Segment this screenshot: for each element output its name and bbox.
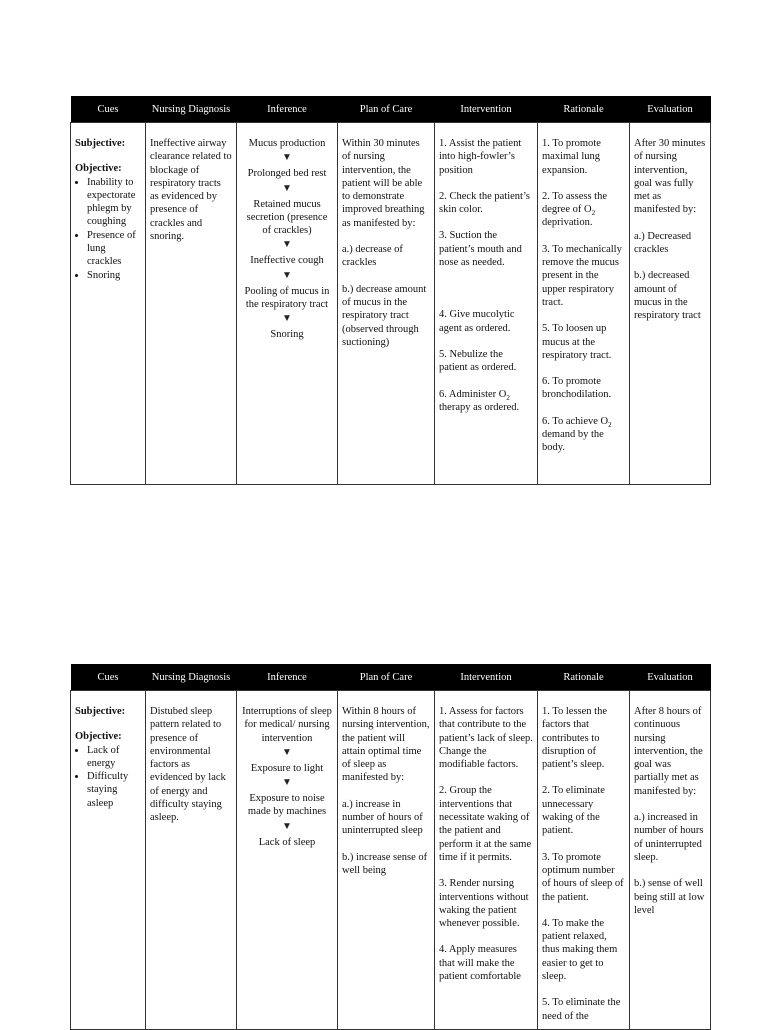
rationale-text: 2. To assess the degree of O (542, 190, 607, 216)
intervention-cell (435, 123, 538, 485)
arrow-down-icon: ▼ (282, 182, 292, 194)
inference-step: Lack of sleep (258, 836, 316, 848)
care-plan-table-airway (70, 96, 711, 485)
rationale-item: 5. To loosen up mucus at the respiratory tract. (542, 323, 612, 361)
plan-goal: Within 8 hours of nursing intervention, the patient will attain optimal time of sleep as manifested by: (342, 706, 430, 784)
arrow-down-icon: ▼ (282, 777, 292, 789)
intervention-item: 4. Apply measures that will make the patient comfortable (439, 944, 521, 983)
subscript-2: 2 (506, 393, 510, 402)
spacer (439, 282, 533, 308)
col-header-plan-of-care: Plan of Care (338, 96, 435, 123)
inference-step: Snoring (270, 329, 304, 341)
rationale-item: 2. To eliminate unnecessary waking of the patient. (542, 785, 605, 837)
plan-outcome: a.) increase in number of hours of uninterrupted sleep (342, 798, 423, 837)
intervention-item (439, 388, 533, 415)
col-header-evaluation: Evaluation (630, 96, 711, 123)
inference-step: Exposure to noise made by machines (247, 793, 327, 818)
objective-label: Objective: (75, 731, 122, 743)
table-row (71, 123, 711, 485)
intervention-item: 1. Assess for factors that contribute to the patient’s lack of sleep. Change the modifiable factors. (439, 706, 533, 771)
rationale-text: 6. To achieve O (542, 415, 609, 427)
plan-outcome: b.) decrease amount of mucus in the respiratory tract (observed through suctioning) (342, 283, 427, 348)
rationale-item: 4. To make the patient relaxed, thus making them easier to get to sleep. (542, 917, 618, 983)
col-header-rationale: Rationale (538, 96, 630, 123)
rationale-item: 1. To promote maximal lung expansion. (542, 138, 601, 176)
intervention-item: 2. Group the interventions that necessitate waking of the patient and perform it at the same time if it permits. (439, 785, 532, 863)
rationale-item: 5. To eliminate the need of the (542, 997, 621, 1022)
nursing-diagnosis-cell (146, 123, 237, 485)
intervention-item: 3. Render nursing interventions without waking the patient whenever possible. (439, 878, 529, 930)
col-header-evaluation: Evaluation (630, 664, 711, 691)
list-item: • Inability to expectorate phlegm by coughing (87, 176, 141, 229)
evaluation-cell (630, 691, 711, 1030)
list-item: • Snoring (87, 269, 141, 282)
col-header-cues: Cues (71, 96, 146, 123)
inference-step: Retained mucus secretion (presence of crackles) (246, 198, 328, 237)
col-header-intervention: Intervention (435, 96, 538, 123)
plan-of-care-cell (338, 691, 435, 1030)
inference-step: Exposure to light (250, 762, 324, 774)
intervention-item: 2. Check the patient’s skin color. (439, 190, 530, 216)
table-row (71, 691, 711, 1030)
evaluation-item: a.) Decreased crackles (634, 230, 692, 256)
arrow-down-icon: ▼ (282, 820, 292, 832)
col-header-rationale: Rationale (538, 664, 630, 691)
col-header-cues: Cues (71, 664, 146, 691)
col-header-intervention: Intervention (435, 664, 538, 691)
intervention-text: therapy as ordered. (439, 401, 520, 413)
cues-cell (71, 123, 146, 485)
list-item: • Difficulty staying asleep (87, 770, 141, 810)
diagnosis-text: Ineffective airway clearance related to blockage of respiratory tracts as evidenced by presence of crackles and snoring. (150, 138, 232, 243)
rationale-item: 1. To lessen the factors that contributes to disruption of patient’s sleep. (542, 706, 607, 771)
intervention-item: 3. Suction the patient’s mouth and nose as needed. (439, 230, 522, 269)
inference-cell (237, 691, 338, 1030)
col-header-nursing-diagnosis: Nursing Diagnosis (146, 96, 237, 123)
arrow-down-icon: ▼ (282, 313, 292, 325)
rationale-item (542, 415, 625, 455)
care-plan-table-sleep (70, 664, 711, 1030)
inference-cell (237, 123, 338, 485)
intervention-item: 5. Nebulize the patient as ordered. (439, 348, 517, 374)
rationale-text: demand by the body. (542, 429, 604, 454)
evaluation-item: After 30 minutes of nursing intervention, goal was fully met as manifested by: (634, 138, 706, 216)
evaluation-cell (630, 123, 711, 485)
list-item: • Presence of lung crackles (87, 229, 141, 269)
rationale-item (542, 190, 625, 230)
evaluation-item: b.) decreased amount of mucus in the respiratory tract (634, 270, 701, 322)
list-item: • Lack of energy (87, 744, 141, 771)
col-header-nursing-diagnosis: Nursing Diagnosis (146, 664, 237, 691)
table-header-row (71, 664, 711, 691)
intervention-item: 1. Assist the patient into high-fowler’s position (439, 138, 522, 176)
subscript-2: 2 (608, 420, 612, 429)
plan-outcome: b.) increase sense of well being (342, 851, 428, 876)
inference-step: Pooling of mucus in the respiratory tract (244, 285, 330, 311)
subjective-label: Subjective: (75, 706, 126, 717)
intervention-item: 4. Give mucolytic agent as ordered. (439, 309, 515, 334)
evaluation-item: After 8 hours of continuous nursing intervention, the goal was partially met as manifested by: (634, 706, 703, 797)
arrow-down-icon: ▼ (282, 239, 292, 251)
objective-cue-list (75, 176, 141, 282)
subjective-label: Subjective: (75, 138, 126, 149)
rationale-item: 3. To mechanically remove the mucus present in the upper respiratory tract. (542, 243, 622, 308)
arrow-down-icon: ▼ (282, 269, 292, 281)
inference-step: Interruptions of sleep for medical/ nursing intervention (242, 706, 332, 744)
plan-of-care-cell (338, 123, 435, 485)
arrow-down-icon: ▼ (282, 746, 292, 758)
col-header-inference: Inference (237, 96, 338, 123)
col-header-inference: Inference (237, 664, 338, 691)
nursing-diagnosis-cell (146, 691, 237, 1030)
cues-cell (71, 691, 146, 1030)
plan-outcome: a.) decrease of crackles (342, 244, 403, 269)
objective-cue-list (75, 744, 141, 810)
diagnosis-text: Distubed sleep pattern related to presence of environmental factors as evidenced by lack of energy and difficulty staying asleep. (150, 706, 226, 824)
plan-goal: Within 30 minutes of nursing intervention, the patient will be able to demonstrate improved breathing as manifested by: (342, 138, 425, 229)
objective-label: Objective: (75, 163, 122, 175)
arrow-down-icon: ▼ (282, 152, 292, 164)
inference-step: Prolonged bed rest (247, 168, 327, 180)
evaluation-item: a.) increased in number of hours of uninterrupted sleep. (634, 812, 704, 863)
rationale-cell (538, 691, 630, 1030)
inference-step: Ineffective cough (250, 255, 324, 267)
inference-step: Mucus production (248, 138, 326, 149)
intervention-text: 6. Administer O (439, 388, 507, 400)
rationale-item: 6. To promote bronchodilation. (542, 376, 612, 401)
intervention-cell (435, 691, 538, 1030)
rationale-item: 3. To promote optimum number of hours of sleep of the patient. (542, 851, 624, 903)
rationale-cell (538, 123, 630, 485)
col-header-plan-of-care: Plan of Care (338, 664, 435, 691)
evaluation-item: b.) sense of well being still at low level (634, 878, 705, 916)
table-header-row (71, 96, 711, 123)
subscript-2: 2 (591, 209, 596, 218)
rationale-text: deprivation. (542, 217, 593, 229)
